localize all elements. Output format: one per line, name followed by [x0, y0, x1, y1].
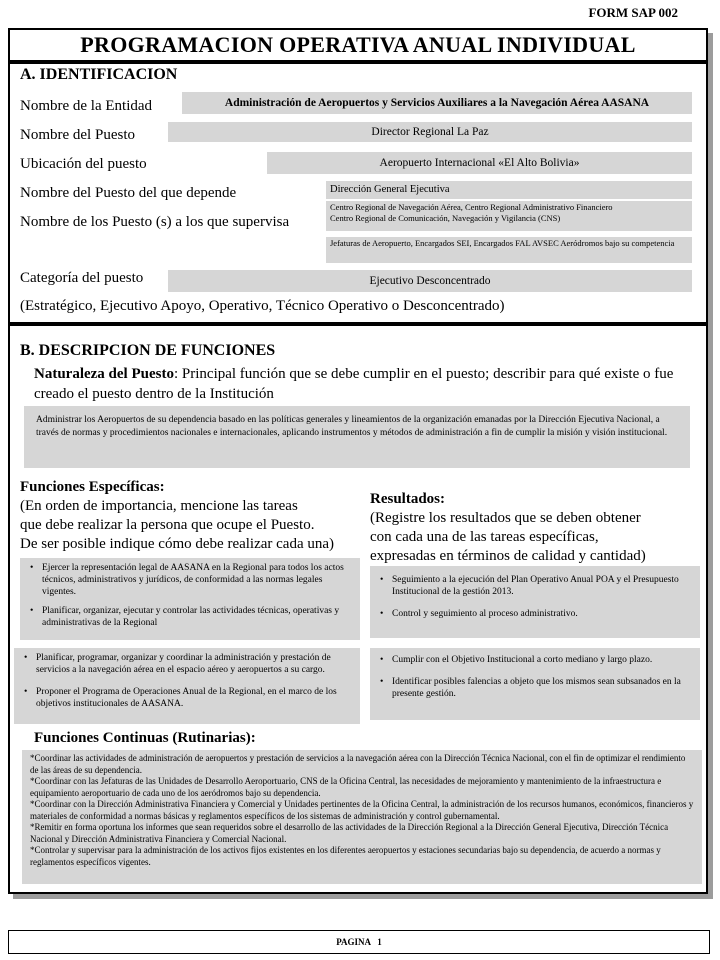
page-title: PROGRAMACION OPERATIVA ANUAL INDIVIDUAL	[80, 32, 636, 57]
list-item: • Seguimiento a la ejecución del Plan Operativo Anual POA y el Presupuesto Institucional de la gestión 2013.	[378, 574, 692, 598]
supervises-label: Nombre de los Puesto (s) a los que supervisa	[20, 214, 290, 230]
category-field	[168, 270, 692, 292]
specific-list-1	[28, 562, 352, 629]
results-desc-2: con cada una de las tareas específicas,	[370, 529, 599, 545]
results-box-2	[370, 648, 700, 720]
specific-box-1	[20, 558, 360, 640]
list-item: • Control y seguimiento al proceso administrativo.	[378, 608, 692, 620]
location-value: Aeropuerto Internacional «El Alto Bolivia»	[379, 157, 580, 169]
specific-desc-2: que debe realizar la persona que ocupe el Puesto.	[20, 517, 315, 533]
category-label: Categoría del puesto	[20, 270, 144, 286]
category-value: Ejecutivo Desconcentrado	[369, 275, 491, 287]
list-item: • Identificar posibles falencias a objeto que los mismos sean subsanados en la presente gestión.	[378, 676, 692, 700]
form-code: FORM SAP 002	[588, 5, 678, 20]
nature-text: Administrar los Aeropuertos de su dependencia basado en las políticas generales y lineamientos de la organización emanadas por la Dirección Ejecutiva Nacional, a través de normas y procedimientos nacionales e internacionales, aplicando instrumentos y métodos de administración a fin de cumplir la misión y visión institucional.	[36, 415, 668, 438]
supervises-field-2	[326, 237, 692, 263]
continuous-item: *Controlar y supervisar para la administración de los activos fijos existentes en los diferentes aeropuertos y estaciones secundarias bajo su dependencia, de acuerdo a normas y reglamentos específicos vigentes.	[30, 845, 661, 867]
continuous-heading: Funciones Continuas (Rutinarias):	[34, 730, 256, 746]
section-a-box	[8, 62, 708, 324]
results-desc-1: (Registre los resultados que se deben obtener	[370, 510, 641, 526]
results-list-1	[378, 574, 692, 620]
title-box	[8, 28, 708, 62]
specific-desc-3: De ser posible indique cómo debe realizar cada una)	[20, 536, 335, 552]
supervises-value-1: Centro Regional de Navegación Aérea, Centro Regional Administrativo Financiero	[330, 202, 613, 212]
supervises-value-2: Centro Regional de Comunicación, Navegación y Vigilancia (CNS)	[330, 213, 561, 223]
position-label: Nombre del Puesto	[20, 127, 135, 143]
continuous-item: *Coordinar las actividades de administración de aeropuertos y prestación de servicios a la navegación aérea con la Dirección Técnica Nacional, con el fin de optimizar el rendimiento de las áreas de su dependencia.	[30, 753, 686, 775]
position-field	[168, 122, 692, 142]
reports-to-field	[326, 181, 692, 199]
entity-field	[182, 92, 692, 114]
section-a-heading: A. IDENTIFICACION	[20, 66, 178, 83]
section-b-box	[8, 324, 708, 894]
nature-text-box	[24, 406, 690, 468]
entity-value: Administración de Aeropuertos y Servicios Auxiliares a la Navegación Aérea AASANA	[224, 97, 650, 109]
continuous-item: *Coordinar con las Jefaturas de las Unidades de Desarrollo Aeroportuario, CNS de la Oficina Central, las necesidades de mejoramiento y mantenimiento de la infraestructura e equipamiento aeroportuario de cada uno de los aeródromos bajo su dependencia.	[30, 776, 662, 798]
specific-desc-1: (En orden de importancia, mencione las tareas	[20, 498, 298, 514]
specific-header	[20, 478, 334, 554]
results-heading: Resultados:	[370, 491, 446, 507]
position-value: Director Regional La Paz	[371, 126, 489, 138]
location-field	[267, 152, 692, 174]
reports-to-value: Dirección General Ejecutiva	[330, 184, 450, 195]
continuous-box	[22, 750, 702, 884]
nature-desc: : Principal función que se debe cumplir en el puesto; describir para qué existe o fue creado el puesto dentro de la Institución	[34, 366, 674, 402]
reports-to-label: Nombre del Puesto del que depende	[20, 185, 237, 201]
section-b-heading: B. DESCRIPCION DE FUNCIONES	[20, 342, 276, 359]
page-number: PAGINA 1	[336, 937, 382, 947]
list-item: • Ejercer la representación legal de AASANA en la Regional para todos los actos técnicos, administrativos y jurídicos, de conformidad a las normas legales vigentes.	[28, 562, 352, 598]
nature-label: Naturaleza del Puesto	[34, 366, 174, 382]
supervises-field-1	[326, 201, 692, 231]
continuous-item: *Remitir en forma oportuna los informes que sean requeridos sobre el desarrollo de las actividades de la Dirección Regional a la Dirección General Ejecutiva, Dirección Técnica Nacional y Dirección Administrativa Financiera y Comercial Nacional.	[30, 822, 669, 844]
entity-label: Nombre de la Entidad	[20, 98, 153, 114]
list-item: • Proponer el Programa de Operaciones Anual de la Regional, en el marco de los objetivos institucionales de AASANA.	[22, 686, 352, 710]
specific-list-2	[22, 652, 352, 710]
continuous-item: *Coordinar con la Dirección Administrativa Financiera y Comercial y Unidades pertinentes de la Oficina Central, la administración de los recursos humanos, económicos, financieros y materiales de conformidad a normas básicas y reglamentos específicos de los sistemas de administración y control gubernamental.	[30, 799, 694, 821]
nature-description	[34, 364, 698, 404]
location-label: Ubicación del puesto	[20, 156, 147, 172]
category-note: (Estratégico, Ejecutivo Apoyo, Operativo, Técnico Operativo o Desconcentrado)	[20, 298, 505, 314]
specific-heading: Funciones Específicas:	[20, 479, 165, 495]
results-header	[370, 490, 646, 566]
list-item: • Cumplir con el Objetivo Institucional a corto mediano y largo plazo.	[378, 654, 692, 666]
list-item: • Planificar, organizar, ejecutar y controlar las actividades técnicas, operativas y administrativas de la Regional	[28, 605, 352, 629]
results-box-1	[370, 566, 700, 638]
supervises-value-3: Jefaturas de Aeropuerto, Encargados SEI, Encargados FAL AVSEC Aeródromos bajo su competencia	[330, 238, 675, 248]
results-desc-3: expresadas en términos de calidad y cantidad)	[370, 548, 646, 564]
results-list-2	[378, 654, 692, 700]
specific-box-2	[14, 648, 360, 724]
footer-box	[8, 930, 710, 954]
list-item: • Planificar, programar, organizar y coordinar la administración y prestación de servicios a la navegación aérea en el espacio aéreo y aeropuertos a su cargo.	[22, 652, 352, 676]
